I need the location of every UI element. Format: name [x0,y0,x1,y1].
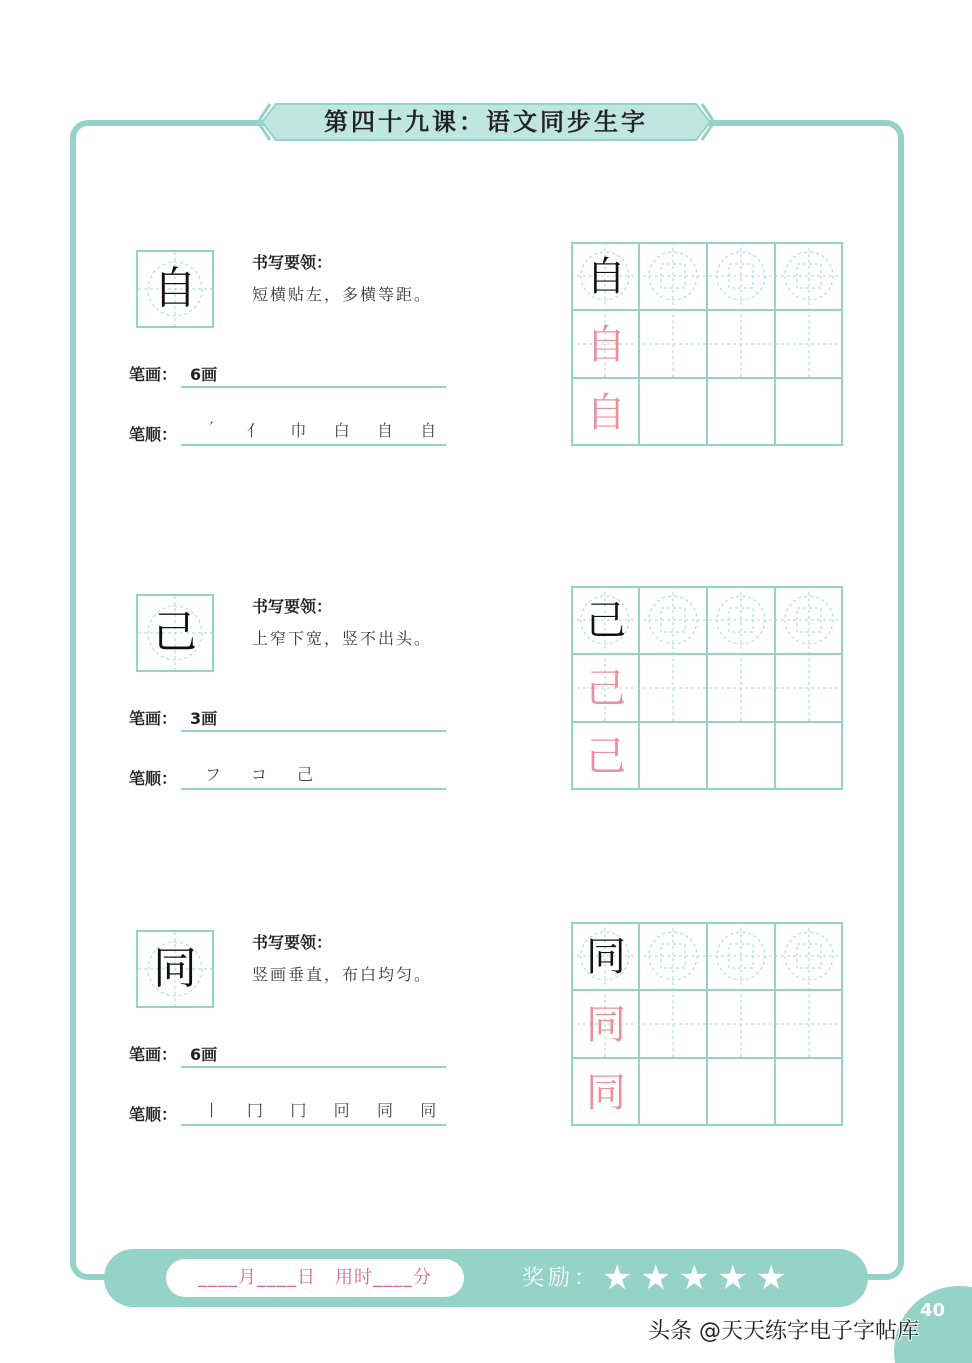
stroke-step: 丨 [203,1101,220,1120]
date-time-field[interactable]: ____月____日 用时____分 [166,1259,464,1297]
reward-label: 奖励： [522,1266,601,1291]
star-icon[interactable]: ★ [602,1258,633,1298]
practice-grid[interactable] [571,922,843,1126]
strokes-underline [181,1066,446,1068]
strokes-underline [181,730,446,732]
stroke-step: 己 [296,765,313,784]
grid-trace-char: 同 [586,1002,626,1048]
reward-stars [602,1258,787,1298]
stroke-step: 冋 [333,1101,350,1120]
stroke-step: ′ [209,418,214,437]
tips-label: 书写要领： [252,933,333,952]
strokes-label: 笔画： [129,709,178,728]
model-char-box [136,594,214,672]
strokes-label: 笔画： [129,1045,178,1064]
order-label: 笔顺： [129,1105,178,1124]
order-label: 笔顺： [129,769,178,788]
grid-model-char: 自 [586,254,626,300]
tips-label: 书写要领： [252,597,333,616]
order-underline [181,1124,446,1126]
order-underline [181,788,446,790]
stroke-count: 3画 [190,709,218,728]
lesson-section-1 [0,242,972,462]
stroke-count: 6画 [190,1045,218,1064]
practice-grid[interactable] [571,586,843,790]
star-icon[interactable]: ★ [640,1258,671,1298]
star-icon[interactable]: ★ [755,1258,787,1298]
watermark: 头条 @天天练字电子字帖库 [648,1319,919,1344]
grid-trace-char: 自 [586,390,626,436]
grid-trace-char: 同 [586,1070,626,1116]
strokes-label: 笔画： [129,365,178,384]
page-number: 40 [920,1300,946,1321]
grid-trace-char: 己 [586,666,626,712]
model-char-box [136,930,214,1008]
star-icon[interactable]: ★ [717,1258,748,1298]
tips-label: 书写要领： [252,253,333,272]
tips-text: 竖画垂直，布白均匀。 [252,965,433,984]
lesson-section-3 [0,922,972,1142]
order-label: 笔顺： [129,425,178,444]
stroke-step: 白 [333,421,350,440]
stroke-step: 同 [420,1101,437,1120]
grid-model-char: 己 [586,598,626,644]
stroke-order-list [190,418,450,441]
star-icon[interactable]: ★ [678,1258,710,1298]
stroke-step: 自 [376,421,393,440]
practice-grid[interactable] [571,242,843,446]
model-char-box [136,250,214,328]
lesson-section-2 [0,586,972,806]
page-title: 第四十九课：语文同步生字 [324,108,648,136]
tips-text: 短横贴左，多横等距。 [252,285,433,304]
stroke-count: 6画 [190,365,218,384]
model-character: 自 [153,263,197,314]
stroke-step: 同 [376,1101,393,1120]
strokes-underline [181,386,446,388]
grid-model-char: 同 [586,934,626,980]
footer-bar [104,1249,868,1307]
stroke-step: 冂 [246,1101,263,1120]
stroke-step: 亻 [246,421,263,440]
stroke-step: コ [250,765,267,784]
model-character: 己 [153,607,197,658]
stroke-order-list [190,762,450,785]
order-underline [181,444,446,446]
grid-trace-char: 己 [586,734,626,780]
stroke-step: 巾 [290,421,307,440]
stroke-step: フ [204,765,221,784]
stroke-step: 自 [420,421,437,440]
grid-trace-char: 自 [586,322,626,368]
stroke-step: 冂 [290,1101,307,1120]
title-banner [258,102,714,142]
tips-text: 上窄下宽，竖不出头。 [252,629,433,648]
stroke-order-list [190,1098,450,1121]
model-character: 同 [153,943,197,994]
